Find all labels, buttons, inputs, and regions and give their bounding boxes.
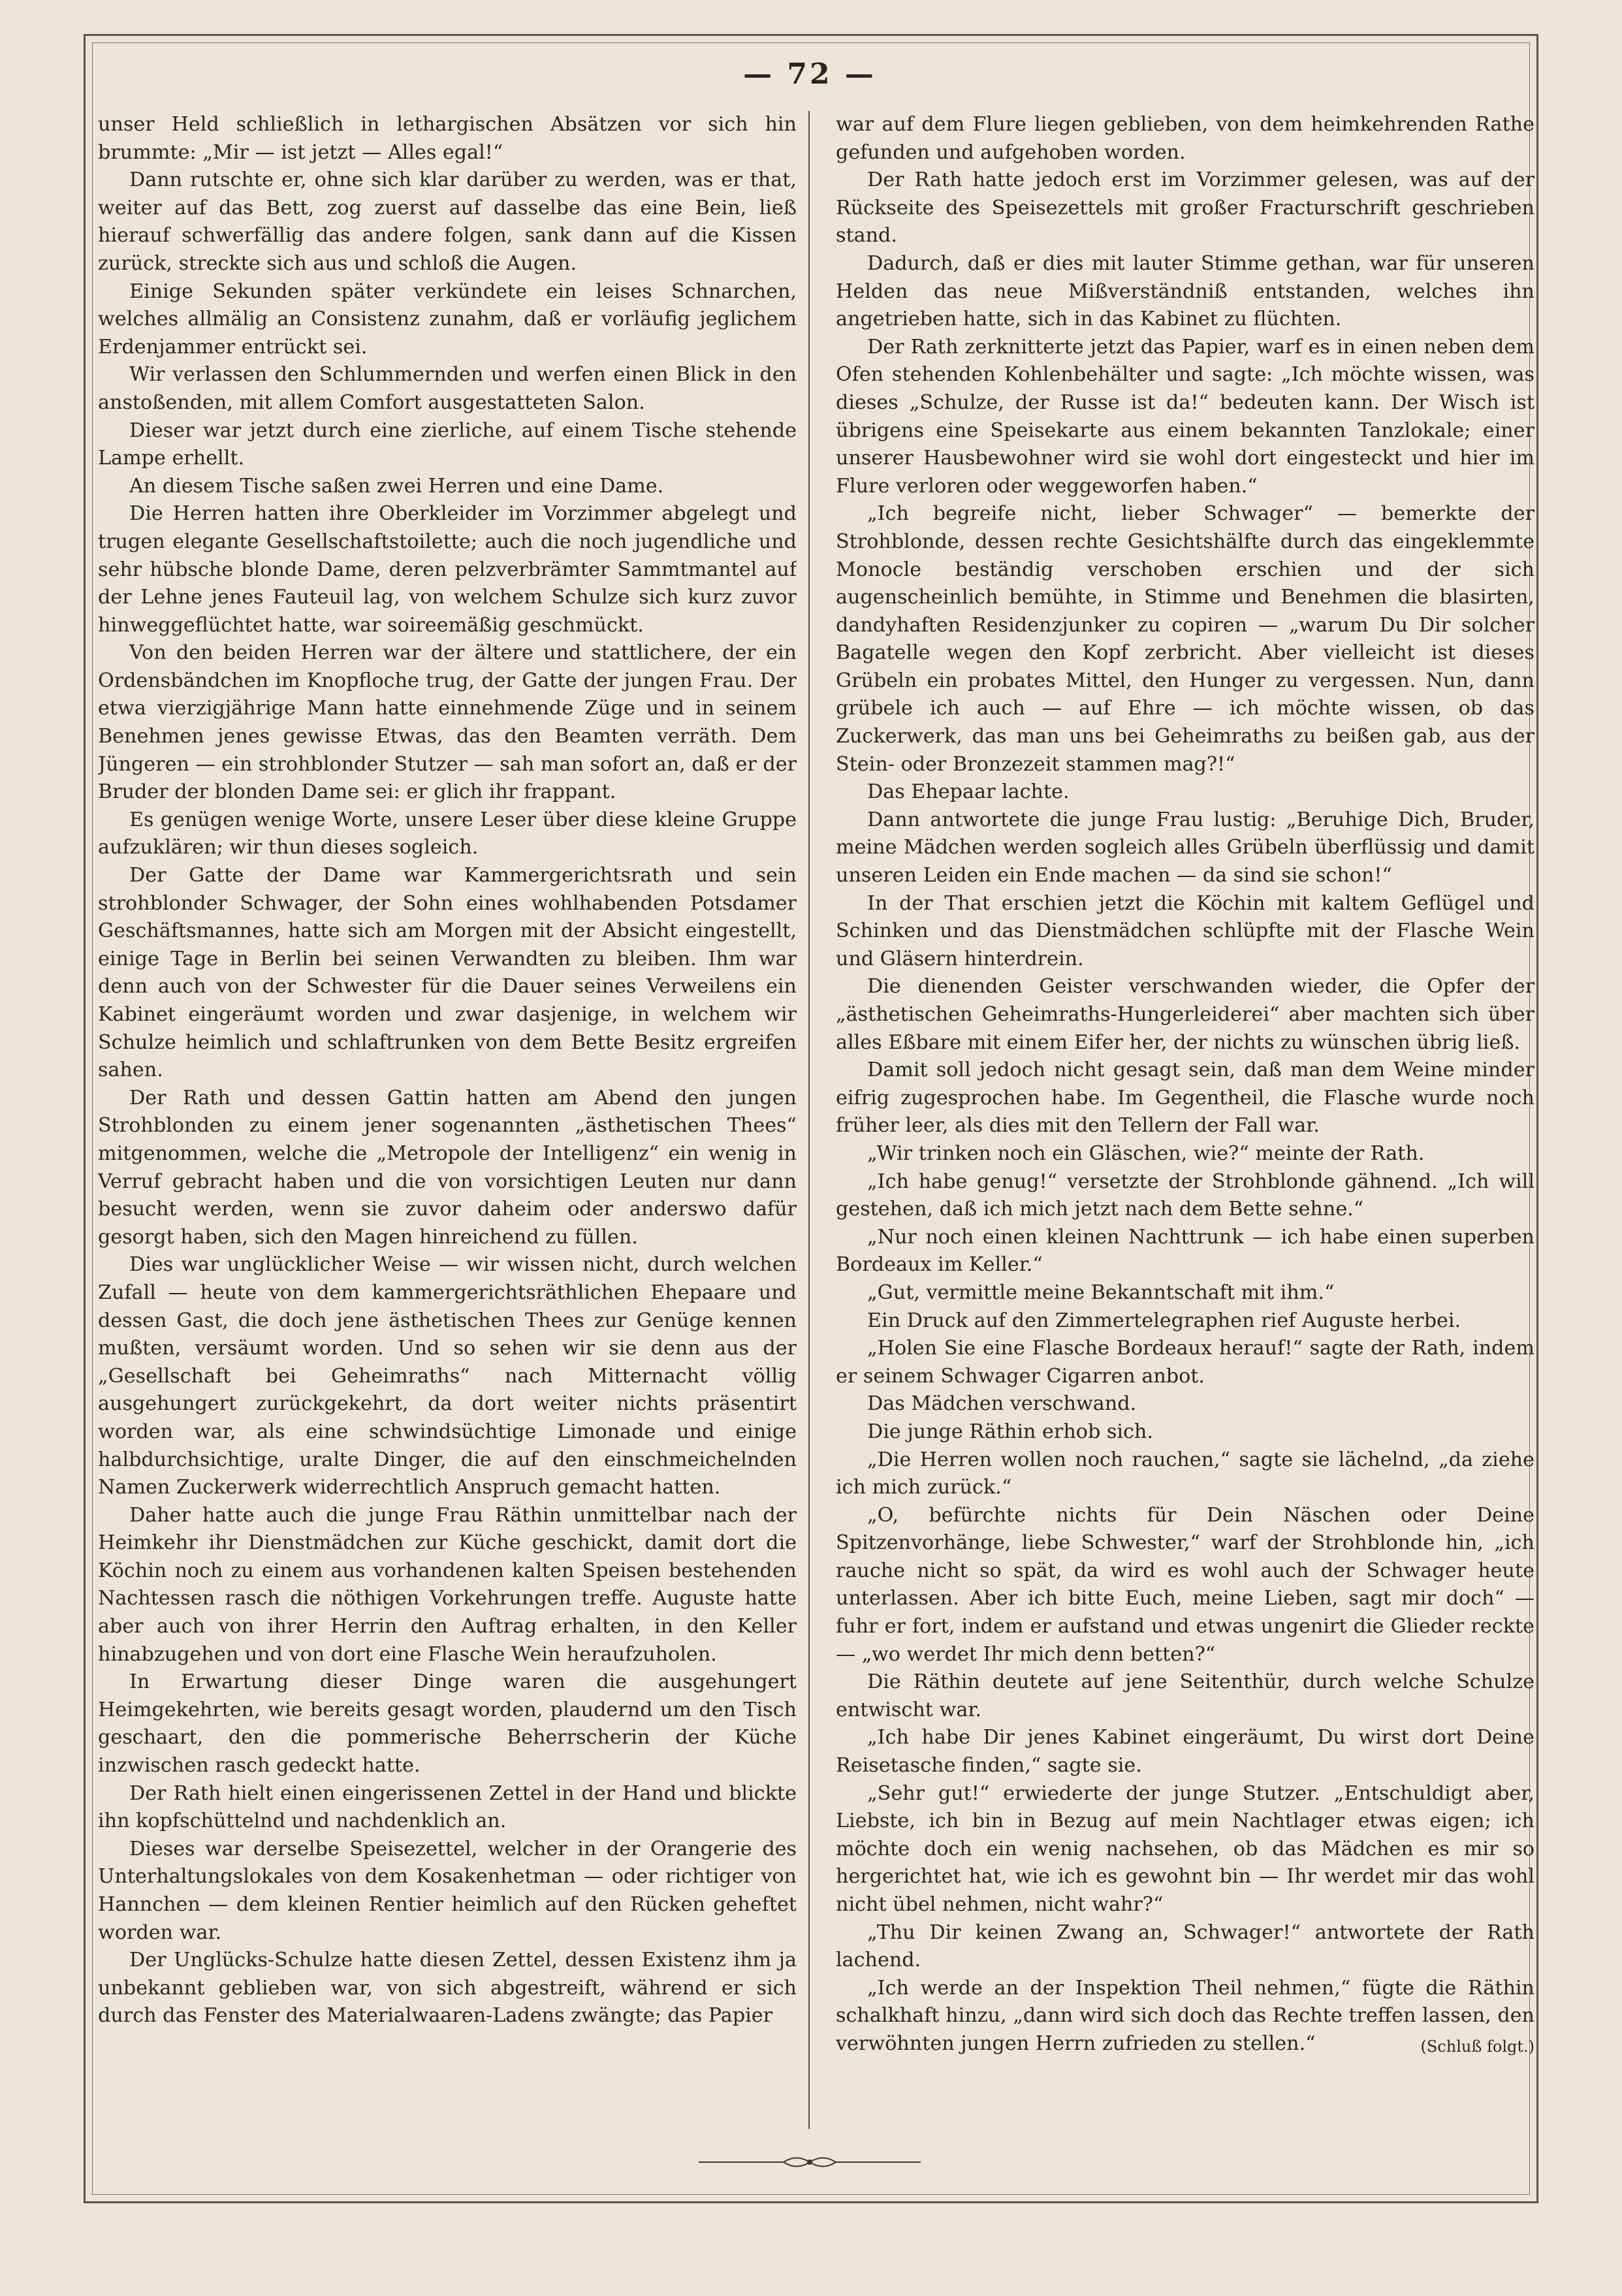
paragraph — [836, 1668, 1535, 1724]
page-number: — 72 — — [743, 57, 876, 91]
paragraph-text: Einige Sekunden später verkündete ein leises Schnarchen, welches allmälig an Consistenz zunahm, daß er vorläufig jeglichem Erdenjammer entrückt sei. — [98, 279, 797, 359]
paragraph-text: Damit soll jedoch nicht gesagt sein, daß man dem Weine minder eifrig zugesprochen habe. Im Gegentheil, die Flasche wurde noch früher leer, als dies mit den Tellern der Fall war. — [836, 1059, 1535, 1138]
paragraph — [836, 890, 1535, 974]
paragraph — [836, 1446, 1535, 1502]
paragraph — [98, 862, 797, 1085]
paragraph — [836, 1224, 1535, 1279]
paragraph-text: An diesem Tische saßen zwei Herren und eine Dame. — [129, 474, 664, 498]
paragraph — [98, 1668, 797, 1779]
paragraph-text: Der Unglücks-Schulze hatte diesen Zettel, dessen Existenz ihm ja unbekannt geblieben war, von sich abgestreift, während er sich durch das Fenster des Materialwaaren-Ladens zwängte; das Papier — [98, 1949, 797, 2028]
paragraph — [98, 417, 797, 473]
paragraph — [836, 1502, 1535, 1669]
paragraph-text: In der That erschien jetzt die Köchin mit kaltem Geflügel und Schinken und das Dienstmädchen schlüpfte mit der Flasche Wein und Gläsern hinterdrein. — [836, 891, 1535, 970]
paragraph-text: Die Räthin deutete auf jene Seitenthür, durch welche Schulze entwischt war. — [836, 1670, 1535, 1721]
paragraph-text: war auf dem Flure liegen geblieben, von dem heimkehrenden Rathe gefunden und aufgehoben worden. — [836, 113, 1535, 164]
paragraph — [836, 806, 1535, 890]
paragraph-text: Dann rutschte er, ohne sich klar darüber zu werden, was er that, weiter auf das Bett, zog zuerst auf dasselbe das eine Bein, ließ hierauf schwerfällig das andere folgen, sank dann auf die Kissen zurück, streckte sich aus und schloß die Augen. — [98, 168, 797, 275]
paragraph — [98, 473, 797, 501]
paragraph — [836, 1057, 1535, 1140]
paragraph — [98, 500, 797, 639]
paragraph — [836, 1168, 1535, 1224]
paragraph-text: „Gut, vermittle meine Bekanntschaft mit ihm.“ — [867, 1281, 1335, 1304]
paragraph-text: Das Ehepaar lachte. — [867, 780, 1070, 804]
end-ornament — [699, 2152, 921, 2172]
paragraph-text: Dadurch, daß er dies mit lauter Stimme gethan, war für unseren Helden das neue Mißverständniß entstanden, welches ihn angetrieben hatte, sich in das Kabinet zu flüchten. — [836, 251, 1535, 331]
paragraph-text: Der Rath zerknitterte jetzt das Papier, warf es in einen neben dem Ofen stehenden Kohlenbehälter und sagte: „Ich möchte wissen, was dieses „Schulze, der Russe ist da!“ bedeuten kann. Der Wisch ist übrigens eine Speisekarte aus einem bekannten Tanzlokale; einer unserer Hausbewohner wird sie wohl dort eingesteckt und hier im Flure verloren oder weggeworfen haben.“ — [836, 335, 1535, 498]
paragraph — [98, 361, 797, 417]
paragraph-text: unser Held schließlich in lethargischen Absätzen vor sich hin brummte: „Mir — ist jetzt — Alles egal!“ — [98, 113, 797, 164]
paragraph — [836, 1780, 1535, 1919]
paragraph-text: „O, befürchte nichts für Dein Näschen oder Deine Spitzenvorhänge, liebe Schwester,“ warf der Strohblonde hin, „ich rauche nicht so spät, da wird es wohl auch der Schwager heute unterlassen. Aber ich bitte Euch, meine Lieben, sagt mir doch“ — fuhr er fort, indem er aufstand und etwas ungenirt die Glieder reckte — „wo werdet Ihr mich denn betten?“ — [836, 1503, 1535, 1666]
paragraph — [836, 1335, 1535, 1390]
paragraph — [836, 500, 1535, 778]
paragraph-text: Die Herren hatten ihre Oberkleider im Vorzimmer abgelegt und trugen elegante Gesellschaftstoilette; auch die noch jugendliche und sehr hübsche blonde Dame, deren pelzverbrämter Sammtmantel auf der Lehne jenes Fauteuil lag, von welchem Schulze sich kurz zuvor hinweggeflüchtet hatte, war soireemäßig geschmückt. — [98, 502, 797, 637]
paragraph-text: In Erwartung dieser Dinge waren die ausgehungert Heimgekehrten, wie bereits gesagt worden, plaudernd um den Tisch geschaart, den die pommerische Beherrscherin der Küche inzwischen rasch gedeckt hatte. — [98, 1670, 797, 1778]
paragraph-text: Wir verlassen den Schlummernden und werfen einen Blick in den anstoßenden, mit allem Comfort ausgestatteten Salon. — [98, 363, 797, 414]
paragraph — [98, 167, 797, 278]
paragraph-text: Dies war unglücklicher Weise — wir wissen nicht, durch welchen Zufall — heute von dem kammergerichtsräthlichen Ehepaare und dessen Gast, die doch jene ästhetischen Thees zur Genüge kennen mußten, versäumt worden. Und so sehen wir sie denn aus der „Gesellschaft bei Geheimraths“ nach Mitternacht völlig ausgehungert zurückgekehrt, da dort weiter nichts präsentirt worden war, als eine schwindsüchtige Limonade und einige halbdurchsichtige, uralte Dinger, die auf den einschmeichelnden Namen Zuckerwerk widerrechtlich Anspruch gemacht hatten. — [98, 1253, 797, 1499]
paragraph — [836, 973, 1535, 1057]
paragraph-text: Der Rath und dessen Gattin hatten am Abend den jungen Strohblonden zu einem jener sogenannten „ästhetischen Thees“ mitgenommen, welche die „Metropole der Intelligenz“ ein wenig in Verruf gebracht haben und die von vorsichtigen Leuten nur dann besucht werden, wenn sie zuvor daheim oder anderswo dafür gesorgt haben, sich den Magen hinreichend zu füllen. — [98, 1086, 797, 1249]
paragraph — [98, 1947, 797, 2030]
paragraph-text: „Ich werde an der Inspektion Theil nehmen,“ fügte die Räthin schalkhaft hinzu, „dann wird sich doch das Rechte treffen lassen, den verwöhnten jungen Herrn zufrieden zu stellen.“ — [836, 1976, 1535, 2055]
paragraph-text: Die dienenden Geister verschwanden wieder, die Opfer der „ästhetischen Geheimraths-Hungerleiderei“ aber machten sich über alles Eßbare mit einem Eifer her, der nichts zu wünschen übrig ließ. — [836, 975, 1535, 1054]
paragraph-text: Der Gatte der Dame war Kammergerichtsrath und sein strohblonder Schwager, der Sohn eines wohlhabenden Potsdamer Geschäftsmannes, hatte sich am Morgen mit der Absicht eingestellt, einige Tage in Berlin bei seinen Verwandten zu bleiben. Ihm war denn auch von der Schwester für die Dauer seines Verweilens ein Kabinet eingeräumt worden und zwar dasjenige, in welchem wir Schulze heimlich und schlaftrunken von dem Bette Besitz ergreifen sahen. — [98, 864, 797, 1082]
paragraph — [98, 1502, 797, 1669]
paragraph-text: „Ich habe genug!“ versetzte der Strohblonde gähnend. „Ich will gestehen, daß ich mich jetzt nach dem Bette sehne.“ — [836, 1170, 1535, 1221]
paragraph-text: Das Mädchen verschwand. — [867, 1392, 1137, 1416]
paragraph — [836, 1724, 1535, 1779]
paragraph-text: „Holen Sie eine Flasche Bordeaux herauf!“ sagte der Rath, indem er seinem Schwager Cigarren anbot. — [836, 1337, 1535, 1388]
paragraph — [98, 639, 797, 806]
paragraph — [98, 1251, 797, 1501]
paragraph — [836, 1418, 1535, 1446]
paragraph — [98, 1780, 797, 1836]
paragraph-text: „Sehr gut!“ erwiederte der junge Stutzer. „Entschuldigt aber, Liebste, ich bin in Bezug auf mein Nachtlager etwas eigen; ich möchte doch ein wenig nachsehen, ob das Mädchen es mir so hergerichtet hat, wie ich es gewohnt bin — Ihr werdet mir das wohl nicht übel nehmen, nicht wahr?“ — [836, 1781, 1535, 1916]
paragraph-text: „Ich habe Dir jenes Kabinet eingeräumt, Du wirst dort Deine Reisetasche finden,“ sagte sie. — [836, 1726, 1535, 1778]
paragraph-text: Dieses war derselbe Speisezettel, welcher in der Orangerie des Unterhaltungslokales von dem Kosakenhetman — oder richtiger von Hannchen — dem kleinen Rentier heimlich auf den Rücken geheftet worden war. — [98, 1837, 797, 1944]
paragraph — [836, 1279, 1535, 1307]
paragraph — [98, 1836, 797, 1947]
paragraph-text: „Thu Dir keinen Zwang an, Schwager!“ antwortete der Rath lachend. — [836, 1921, 1535, 1972]
paragraph-text: Ein Druck auf den Zimmertelegraphen rief Auguste herbei. — [867, 1309, 1461, 1332]
paragraph — [98, 1085, 797, 1252]
paragraph — [836, 167, 1535, 250]
paragraph-text: „Wir trinken noch ein Gläschen, wie?“ meinte der Rath. — [867, 1141, 1425, 1165]
paragraph — [836, 778, 1535, 806]
paragraph-text: Die junge Räthin erhob sich. — [867, 1420, 1153, 1443]
paragraph — [836, 1307, 1535, 1335]
paragraph-text: Von den beiden Herren war der ältere und stattlichere, der ein Ordensbändchen im Knopfloche trug, der Gatte der jungen Frau. Der etwa vierzigjährige Mann hatte einnehmende Züge und in seinem Benehmen jenes gewisse Etwas, das den Beamten verräth. Dem Jüngeren — ein strohblonder Stutzer — sah man sofort an, daß er der Bruder der blonden Dame sei: er glich ihr frappant. — [98, 641, 797, 804]
left-column — [98, 111, 797, 2129]
paragraph-text: „Die Herren wollen noch rauchen,“ sagte sie lächelnd, „da ziehe ich mich zurück.“ — [836, 1448, 1535, 1499]
paragraph — [836, 1919, 1535, 1975]
column-divider — [808, 111, 810, 2129]
paragraph — [836, 1975, 1535, 2058]
paragraph — [836, 250, 1535, 334]
continuation-note: (Schluß folgt.) — [1420, 2037, 1535, 2056]
right-column — [836, 111, 1535, 2129]
paragraph — [836, 1140, 1535, 1168]
paragraph-text: Daher hatte auch die junge Frau Räthin unmittelbar nach der Heimkehr ihr Dienstmädchen zur Küche geschickt, damit dort die Köchin noch zu einem aus vorhandenen kalten Speisen bestehenden Nachtessen rasch die nöthigen Vorkehrungen treffe. Auguste hatte aber auch von ihrer Herrin den Auftrag erhalten, in den Keller hinabzugehen und von dort eine Flasche Wein heraufzuholen. — [98, 1503, 797, 1666]
paragraph — [98, 111, 797, 167]
paragraph — [836, 334, 1535, 501]
paragraph-text: „Nur noch einen kleinen Nachttrunk — ich habe einen superben Bordeaux im Keller.“ — [836, 1225, 1535, 1277]
paragraph-text: „Ich begreife nicht, lieber Schwager“ — bemerkte der Strohblonde, dessen rechte Gesichtshälfte durch das eingeklemmte Monocle beständig verschoben erschien und der sich augenscheinlich bemühte, in Stimme und Benehmen die blasirten, dandyhaften Residenzjunker zu copiren — „warum Du Dir solcher Bagatelle wegen den Kopf zerbricht. Aber vielleicht ist dieses Grübeln ein probates Mittel, den Hunger zu vergessen. Nun, dann grübele ich auch — auf Ehre — ich möchte wissen, ob das Zuckerwerk, das man uns bei Geheimraths zu beißen gab, aus der Stein- oder Bronzezeit stammen mag?!“ — [836, 502, 1535, 776]
paragraph — [836, 111, 1535, 167]
paragraph-text: Dann antwortete die junge Frau lustig: „Beruhige Dich, Bruder, meine Mädchen werden sogleich alles Grübeln überflüssig und damit unseren Leiden ein Ende machen — da sind sie schon!“ — [836, 808, 1535, 887]
paragraph-text: Dieser war jetzt durch eine zierliche, auf einem Tische stehende Lampe erhellt. — [98, 419, 797, 470]
paragraph — [98, 806, 797, 862]
paragraph — [836, 1390, 1535, 1418]
paragraph-text: Der Rath hatte jedoch erst im Vorzimmer gelesen, was auf der Rückseite des Speisezettels mit großer Fracturschrift geschrieben stand. — [836, 168, 1535, 247]
paragraph-text: Es genügen wenige Worte, unsere Leser über diese kleine Gruppe aufzuklären; wir thun dieses sogleich. — [98, 808, 797, 859]
paragraph — [98, 278, 797, 362]
paragraph-text: Der Rath hielt einen eingerissenen Zettel in der Hand und blickte ihn kopfschüttelnd und nachdenklich an. — [98, 1781, 797, 1833]
